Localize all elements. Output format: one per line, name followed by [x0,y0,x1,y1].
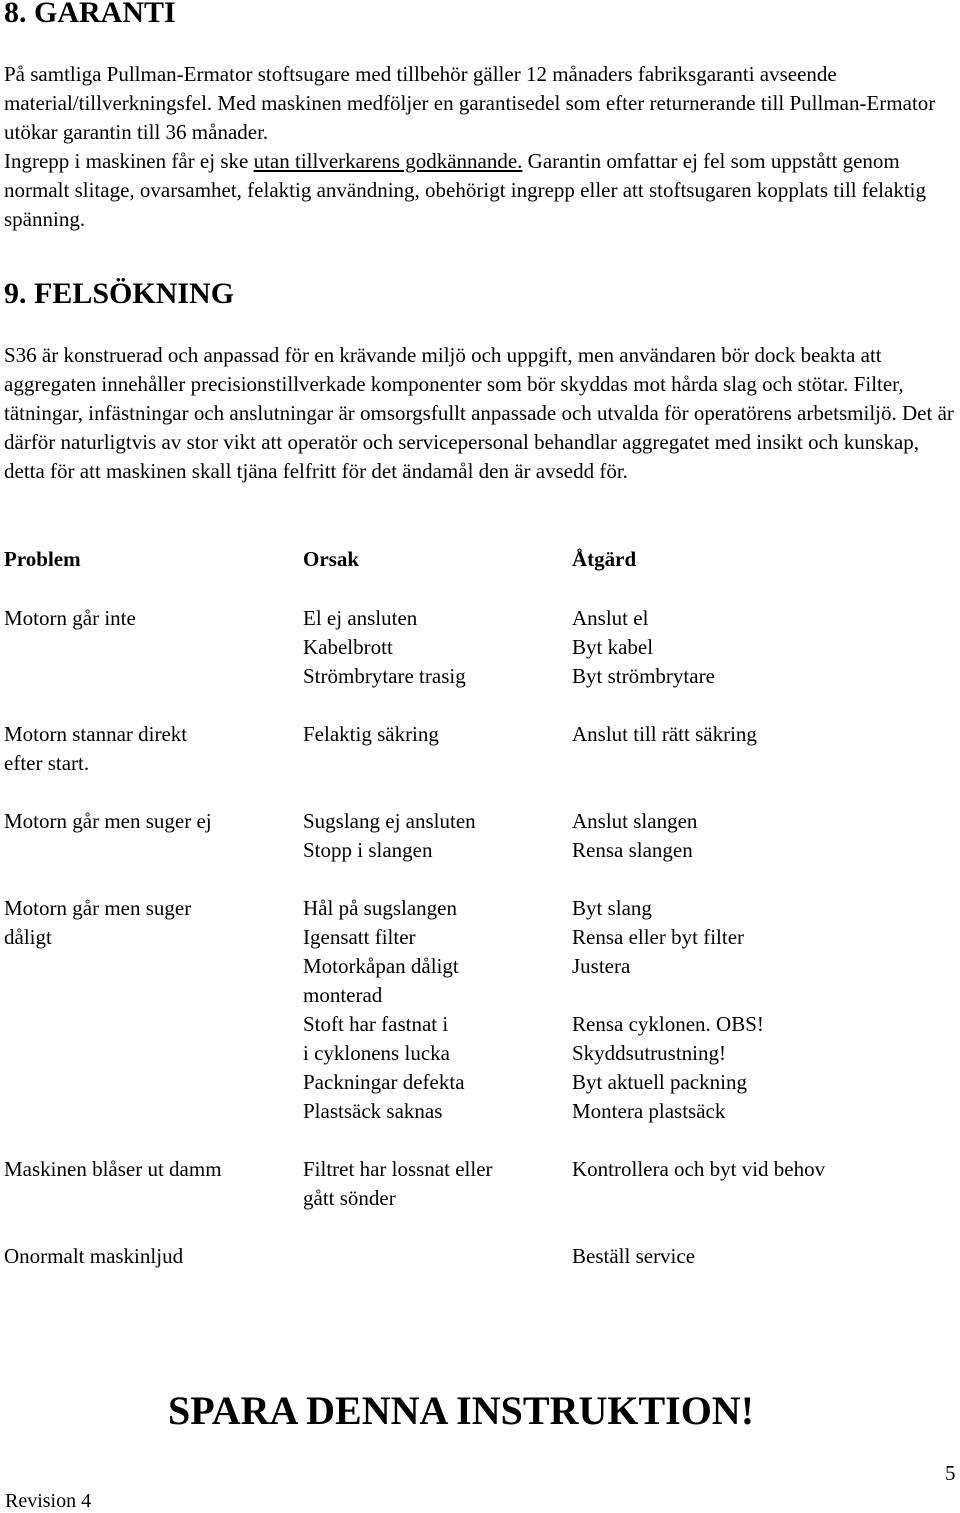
table-cell-orsak: i cyklonens lucka [303,1041,450,1065]
table-cell-problem: Maskinen blåser ut damm [4,1157,222,1181]
table-cell-atgard: Byt slang [572,896,652,920]
garanti-underlined-text: utan tillverkarens godkännande. [253,149,523,173]
table-cell-atgard: Skyddsutrustning! [572,1041,727,1065]
table-cell-orsak: Stopp i slangen [303,838,433,862]
table-cell-orsak: Plastsäck saknas [303,1099,443,1123]
table-cell-atgard: Montera plastsäck [572,1099,726,1123]
table-cell-problem: Motorn går inte [4,606,136,630]
table-header-1: Orsak [303,547,360,571]
table-cell-orsak: Felaktig säkring [303,722,439,746]
table-cell-problem: dåligt [4,925,52,949]
table-cell-orsak: monterad [303,983,383,1007]
table-cell-orsak: Hål på sugslangen [303,896,457,920]
table-cell-orsak: Packningar defekta [303,1070,465,1094]
table-cell-orsak: El ej ansluten [303,606,418,630]
garanti-paragraph-1 [4,60,954,147]
save-instructions-notice: SPARA DENNA INSTRUKTION! [168,1388,755,1433]
table-cell-problem: Onormalt maskinljud [4,1244,184,1268]
table-cell-atgard: Anslut el [572,606,649,630]
table-cell-problem: Motorn går men suger [4,896,192,920]
table-cell-atgard: Anslut slangen [572,809,698,833]
table-cell-orsak: gått sönder [303,1186,396,1210]
table-cell-orsak: Motorkåpan dåligt [303,954,459,978]
table-cell-atgard: Rensa slangen [572,838,693,862]
page-number: 5 [945,1461,956,1485]
table-cell-orsak: Igensatt filter [303,925,416,949]
table-cell-orsak: Kabelbrott [303,635,393,659]
revision-label: Revision 4 [5,1490,92,1512]
garanti-text-2b: Garantin omfattar ej fel som uppstått genom normalt slitage, ovarsamhet, felaktig användning, obehörigt ingrepp eller att stoftsugaren kopplats till felaktig spänning. [4,149,927,231]
table-cell-atgard: Rensa cyklonen. OBS! [572,1012,764,1036]
table-cell-atgard: Beställ service [572,1244,696,1268]
table-cell-atgard: Anslut till rätt säkring [572,722,757,746]
table-cell-atgard: Byt strömbrytare [572,664,715,688]
garanti-paragraph-2 [4,147,954,234]
table-header-2: Åtgärd [572,547,637,571]
table-header-0: Problem [4,547,81,571]
table-cell-problem: efter start. [4,751,90,775]
table-cell-atgard: Kontrollera och byt vid behov [572,1157,826,1181]
table-cell-atgard: Byt kabel [572,635,654,659]
table-cell-orsak: Strömbrytare trasig [303,664,466,688]
table-cell-problem: Motorn stannar direkt [4,722,188,746]
section-heading-garanti: 8. GARANTI [4,0,176,29]
table-cell-problem: Motorn går men suger ej [4,809,212,833]
table-cell-orsak: Filtret har lossnat eller [303,1157,493,1181]
table-cell-atgard: Byt aktuell packning [572,1070,747,1094]
table-cell-atgard: Rensa eller byt filter [572,925,745,949]
table-cell-atgard: Justera [572,954,631,978]
garanti-text-1: På samtliga Pullman-Ermator stoftsugare med tillbehör gäller 12 månaders fabriksgaranti avseende material/tillverkningsfel. Med maskinen medföljer en garantisedel som efter returnerande till Pullman-Ermator utökar garantin till 36 månader. [4,62,936,144]
felsokning-paragraph: S36 är konstruerad och anpassad för en krävande miljö och uppgift, men användaren bör dock beakta att aggregaten innehåller precisionstillverkade komponenter som bör skyddas mot hårda slag och stötar. Filter, tätningar, infästningar och anslutningar är omsorgsfullt anpassade och utvalda för operatörens arbetsmiljö. Det är därför naturligtvis av stor vikt att operatör och servicepersonal behandlar aggregatet med insikt och kunskap, detta för att maskinen skall tjäna felfritt för det ändamål den är avsedd för. [4,343,954,483]
table-cell-orsak: Sugslang ej ansluten [303,809,476,833]
section-heading-felsokning: 9. FELSÖKNING [4,277,235,310]
table-cell-orsak: Stoft har fastnat i [303,1012,449,1036]
garanti-text-2a: Ingrepp i maskinen får ej ske [4,149,254,173]
